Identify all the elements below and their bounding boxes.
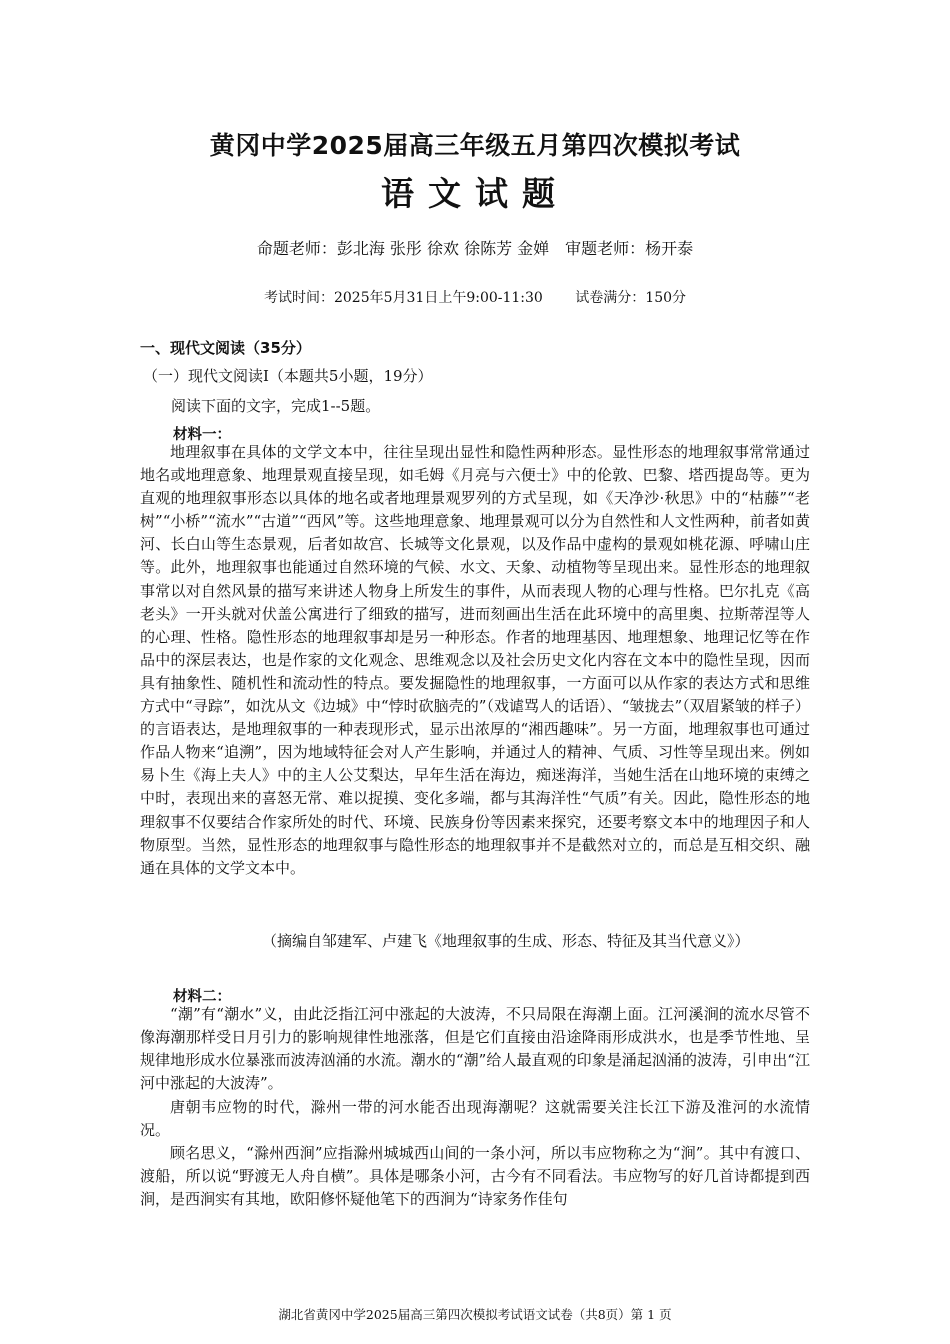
exam-time: 考试时间：2025年5月31日上午9:00-11:30: [263, 290, 543, 306]
part-title: （一）现代文阅读Ⅰ（本题共5小题，19分）: [143, 367, 433, 385]
full-score: 试卷满分：150分: [575, 290, 687, 306]
material2-paragraph-1: “潮”有“潮水”义，由此泛指江河中涨起的大波涛，不只局限在海潮上面。江河溪涧的流水尽管不像海潮那样受日月引力的影响规律性地涨落，但是它们直接由沿途降雨形成洪水，也是季节性地、呈规律地形成水位暴涨而波涛汹涌的水流。潮水的“潮”给人最直观的印象是涌起汹涌的波涛，引申出“江河中涨起的大波涛”。: [140, 1005, 810, 1093]
material2-paragraph-3: 顾名思义，“滁州西涧”应指滁州城城西山间的一条小河，所以韦应物称之为“涧”。其中有渡口、渡船，所以说“野渡无人舟自横”。具体是哪条小河，古今有不同看法。韦应物写的好几首诗都提到西涧，是西涧实有其地，欧阳修怀疑他笔下的西涧为“诗家务作佳句: [140, 1144, 810, 1209]
exam-info: [0, 287, 950, 307]
material1-label: 材料一：: [173, 427, 231, 443]
material2-paragraph-2: 唐朝韦应物的时代，滁州一带的河水能否出现海潮呢？这就需要关注长江下游及淮河的水流情况。: [140, 1098, 810, 1140]
material2-label: 材料二：: [173, 989, 231, 1005]
section-heading: 一、现代文阅读（35分）: [140, 339, 311, 357]
instruction: 阅读下面的文字，完成1--5题。: [171, 397, 381, 415]
page-footer: 湖北省黄冈中学2025届高三第四次模拟考试语文试卷（共8页）第 1 页: [278, 1307, 672, 1322]
teachers-line: 命题老师：彭北海 张彤 徐欢 徐陈芳 金婵 审题老师：杨开泰: [256, 239, 694, 258]
exam-title: 黄冈中学2025届高三年级五月第四次模拟考试: [209, 131, 741, 160]
material1-paragraph: 地理叙事在具体的文学文本中，往往呈现出显性和隐性两种形态。显性形态的地理叙事常常通过地名或地理意象、地理景观直接呈现，如毛姆《月亮与六便士》中的伦敦、巴黎、塔西提岛等。更为直观的地理叙事形态以具体的地名或者地理景观罗列的方式呈现，如《天净沙·秋思》中的“枯藤”“老树”“小桥”“流水”“古道”“西风”等。这些地理意象、地理景观可以分为自然性和人文性两种，前者如黄河、长白山等生态景观，后者如故宫、长城等文化景观，以及作品中虚构的景观如桃花源、呼啸山庄等。此外，地理叙事也能通过自然环境的气候、水文、天象、动植物等呈现出来。显性形态的地理叙事常以对自然风景的描写来讲述人物身上所发生的事件，从而表现人物的心理与性格。巴尔扎克《高老头》一开头就对伏盖公寓进行了细致的描写，进而刻画出生活在此环境中的高里奥、拉斯蒂涅等人的心理、性格。隐性形态的地理叙事却是另一种形态。作者的地理基因、地理想象、地理记忆等在作品中的深层表达，也是作家的文化观念、思维观念以及社会历史文化内容在文本中的隐性呈现，因而具有抽象性、随机性和流动性的特点。要发掘隐性的地理叙事，一方面可以从作家的表达方式和思维方式中“寻踪”，如沈从文《边城》中“悖时砍脑壳的”（戏谑骂人的话语）、“皱拢去”（双眉紧皱的样子）的言语表达，是地理叙事的一种表现形式，显示出浓厚的“湘西趣味”。另一方面，地理叙事也可通过作品人物来“追溯”，因为地域特征会对人产生影响，并通过人的精神、气质、习性等呈现出来。例如易卜生《海上夫人》中的主人公艾梨达，早年生活在海边，痴迷海洋，当她生活在山地环境的束缚之中时，表现出来的喜怒无常、难以捉摸、变化多端，都与其海洋性“气质”有关。因此，隐性形态的地理叙事不仅要结合作家所处的时代、环境、民族身份等因素来探究，还要考察文本中的地理因子和人物原型。当然，显性形态的地理叙事与隐性形态的地理叙事并不是截然对立的，而总是互相交织、融通在具体的文学文本中。: [140, 443, 810, 877]
subject-title: 语文试题: [381, 174, 569, 213]
material1-source: （摘编自邹建军、卢建飞《地理叙事的生成、形态、特征及其当代意义》）: [262, 932, 750, 950]
